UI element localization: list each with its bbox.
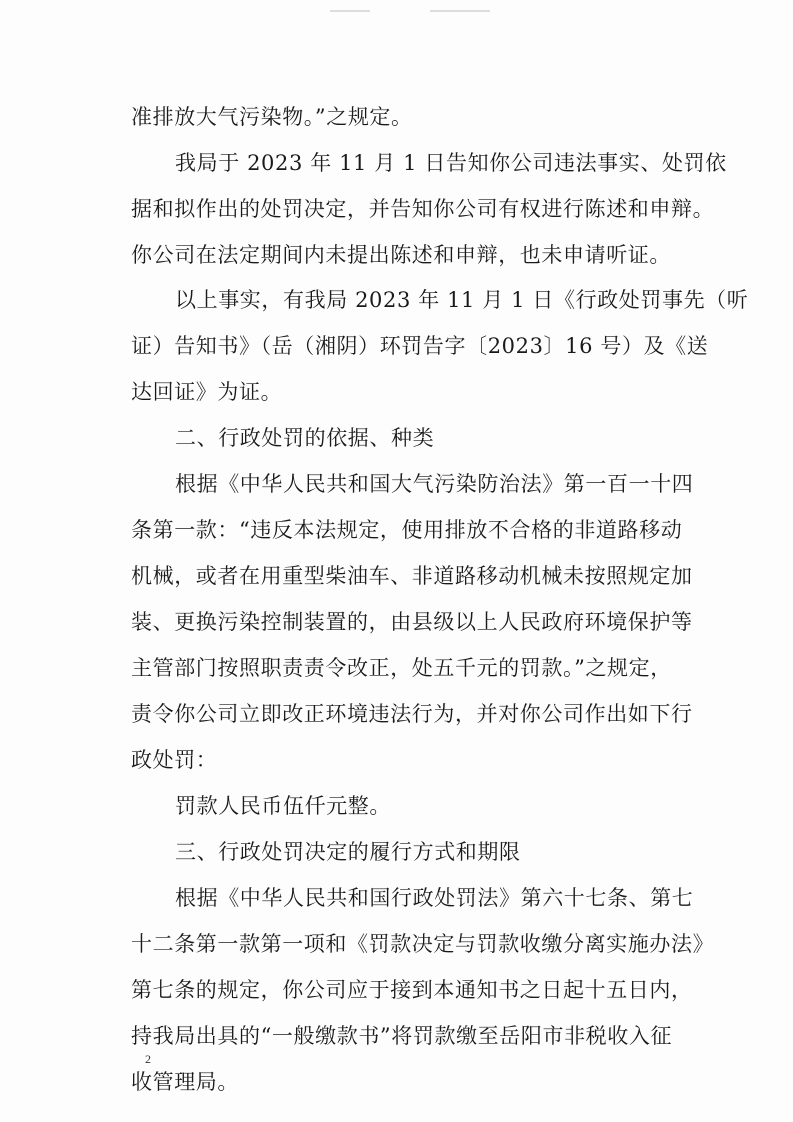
section-heading: 三、行政处罚决定的履行方式和期限 bbox=[175, 840, 521, 864]
body-line: 你公司在法定期间内未提出陈述和申辩，也未申请听证。 bbox=[131, 243, 671, 267]
body-line: 第七条的规定，你公司应于接到本通知书之日起十五日内， bbox=[131, 978, 693, 1002]
body-line: 达回证》为证。 bbox=[131, 380, 283, 404]
penalty-amount: 罚款人民币伍仟元整。 bbox=[175, 794, 391, 818]
body-line: 责令你公司立即改正环境违法行为，并对你公司作出如下行 bbox=[131, 702, 693, 726]
section-heading: 二、行政处罚的依据、种类 bbox=[175, 426, 435, 450]
body-line: 主管部门按照职责责令改正，处五千元的罚款。”之规定， bbox=[131, 656, 672, 680]
body-line: 装、更换污染控制装置的，由县级以上人民政府环境保护等 bbox=[131, 610, 693, 634]
body-line: 十二条第一款第一项和《罚款决定与罚款收缴分离实施办法》 bbox=[131, 932, 715, 956]
scan-artifact bbox=[430, 10, 490, 12]
page-number: 2 bbox=[145, 1052, 151, 1066]
body-line: 收管理局。 bbox=[131, 1070, 239, 1094]
body-line: 条第一款：“违反本法规定，使用排放不合格的非道路移动 bbox=[131, 518, 683, 542]
body-line: 准排放大气污染物。”之规定。 bbox=[131, 105, 413, 129]
body-line: 持我局出具的“一般缴款书”将罚款缴至岳阳市非税收入征 bbox=[131, 1024, 673, 1048]
scan-artifact bbox=[330, 10, 370, 12]
body-line: 据和拟作出的处罚决定，并告知你公司有权进行陈述和申辩。 bbox=[131, 197, 715, 221]
body-line: 我局于 2023 年 11 月 1 日告知你公司违法事实、处罚依 bbox=[175, 151, 727, 175]
body-line: 证）告知书》（岳（湘阴）环罚告字〔2023〕16 号）及《送 bbox=[131, 334, 709, 358]
body-line: 根据《中华人民共和国大气污染防治法》第一百一十四 bbox=[175, 472, 694, 496]
body-line: 政处罚： bbox=[131, 748, 218, 772]
body-line: 根据《中华人民共和国行政处罚法》第六十七条、第七 bbox=[175, 886, 694, 910]
body-line: 以上事实，有我局 2023 年 11 月 1 日《行政处罚事先（听 bbox=[175, 288, 749, 312]
body-line: 机械，或者在用重型柴油车、非道路移动机械未按照规定加 bbox=[131, 564, 693, 588]
